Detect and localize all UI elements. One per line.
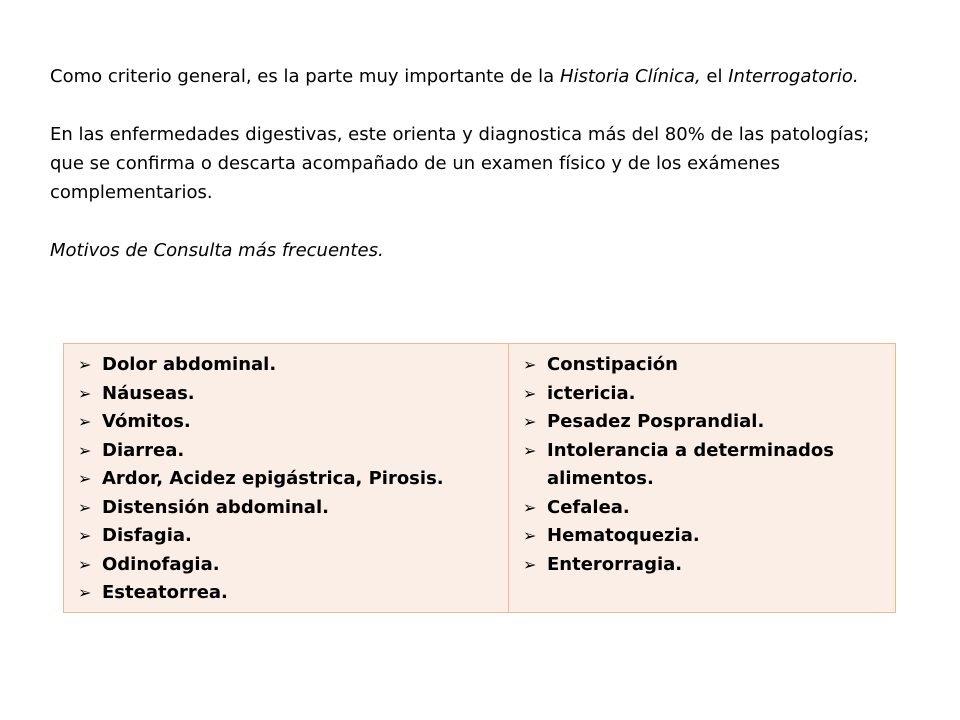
list-item-label: Hematoquezia. bbox=[547, 525, 700, 546]
list-item-label: Esteatorrea. bbox=[102, 582, 228, 603]
arrowhead-bullet-icon: ➢ bbox=[78, 412, 92, 431]
symptoms-table bbox=[63, 343, 896, 613]
list-item-label: Vómitos. bbox=[102, 411, 191, 432]
list-item-label: Dolor abdominal. bbox=[102, 354, 277, 375]
list-item-label: Diarrea. bbox=[102, 439, 185, 461]
list-item bbox=[76, 351, 494, 380]
list-item bbox=[76, 380, 494, 409]
arrowhead-bullet-icon: ➢ bbox=[78, 469, 92, 488]
list-item bbox=[521, 380, 881, 409]
historia-clinica-term: Historia Clínica, bbox=[559, 66, 701, 87]
arrowhead-bullet-icon: ➢ bbox=[523, 440, 537, 460]
list-item bbox=[521, 522, 881, 551]
list-item-label: Enterorragia. bbox=[547, 553, 683, 575]
list-item bbox=[76, 494, 494, 523]
list-item-label: Intolerancia a determinados alimentos. bbox=[547, 439, 834, 489]
arrowhead-bullet-icon: ➢ bbox=[523, 412, 537, 431]
arrowhead-bullet-icon: ➢ bbox=[78, 383, 92, 403]
section-heading bbox=[50, 236, 880, 265]
list-item bbox=[76, 551, 494, 580]
list-item bbox=[76, 465, 494, 494]
intro-paragraph-1 bbox=[50, 62, 880, 91]
list-item-label: Náuseas. bbox=[102, 382, 195, 404]
intro-paragraph-1-text: Como criterio general, es la parte muy importante de la bbox=[50, 66, 560, 87]
arrowhead-bullet-icon: ➢ bbox=[523, 554, 537, 574]
list-item-label: Cefalea. bbox=[547, 496, 630, 518]
list-item-label: Odinofagia. bbox=[102, 553, 220, 575]
list-item bbox=[76, 437, 494, 466]
list-item bbox=[521, 437, 881, 494]
list-item bbox=[76, 579, 494, 608]
paragraph-gap bbox=[50, 91, 880, 120]
arrowhead-bullet-icon: ➢ bbox=[78, 554, 92, 574]
list-item-label: ictericia. bbox=[547, 382, 636, 404]
list-item bbox=[521, 551, 881, 580]
intro-paragraph-1-connector: el bbox=[700, 66, 729, 87]
list-item-label: Ardor, Acidez epigástrica, Pirosis. bbox=[102, 468, 444, 489]
arrowhead-bullet-icon: ➢ bbox=[523, 526, 537, 545]
list-item-label: Pesadez Posprandial. bbox=[547, 411, 765, 432]
arrowhead-bullet-icon: ➢ bbox=[78, 526, 92, 545]
arrowhead-bullet-icon: ➢ bbox=[523, 355, 537, 374]
list-item bbox=[521, 351, 881, 380]
list-item bbox=[521, 494, 881, 523]
intro-paragraph-2: En las enfermedades digestivas, este orienta y diagnostica más del 80% de las patologías; que se confirma o descarta acompañado de un examen físico y de los exámenes complementarios. bbox=[50, 124, 870, 203]
right-column-cell bbox=[509, 344, 896, 613]
arrowhead-bullet-icon: ➢ bbox=[78, 355, 92, 374]
paragraph-gap bbox=[50, 207, 880, 236]
list-item-label: Disfagia. bbox=[102, 525, 192, 546]
arrowhead-bullet-icon: ➢ bbox=[523, 497, 537, 517]
interrogatorio-term: Interrogatorio. bbox=[728, 66, 859, 87]
list-item bbox=[76, 522, 494, 551]
table-row bbox=[64, 344, 896, 613]
right-symptom-list bbox=[521, 351, 881, 579]
arrowhead-bullet-icon: ➢ bbox=[523, 383, 537, 403]
arrowhead-bullet-icon: ➢ bbox=[78, 440, 92, 460]
list-item bbox=[521, 408, 881, 437]
arrowhead-bullet-icon: ➢ bbox=[78, 497, 92, 517]
section-heading-text: Motivos de Consulta más frecuentes. bbox=[50, 240, 384, 261]
left-symptom-list bbox=[76, 351, 494, 608]
list-item-label: Distensión abdominal. bbox=[102, 496, 329, 518]
arrowhead-bullet-icon: ➢ bbox=[78, 583, 92, 602]
list-item bbox=[76, 408, 494, 437]
left-column-cell bbox=[64, 344, 509, 613]
intro-text bbox=[50, 62, 880, 265]
list-item-label: Constipación bbox=[547, 354, 678, 375]
